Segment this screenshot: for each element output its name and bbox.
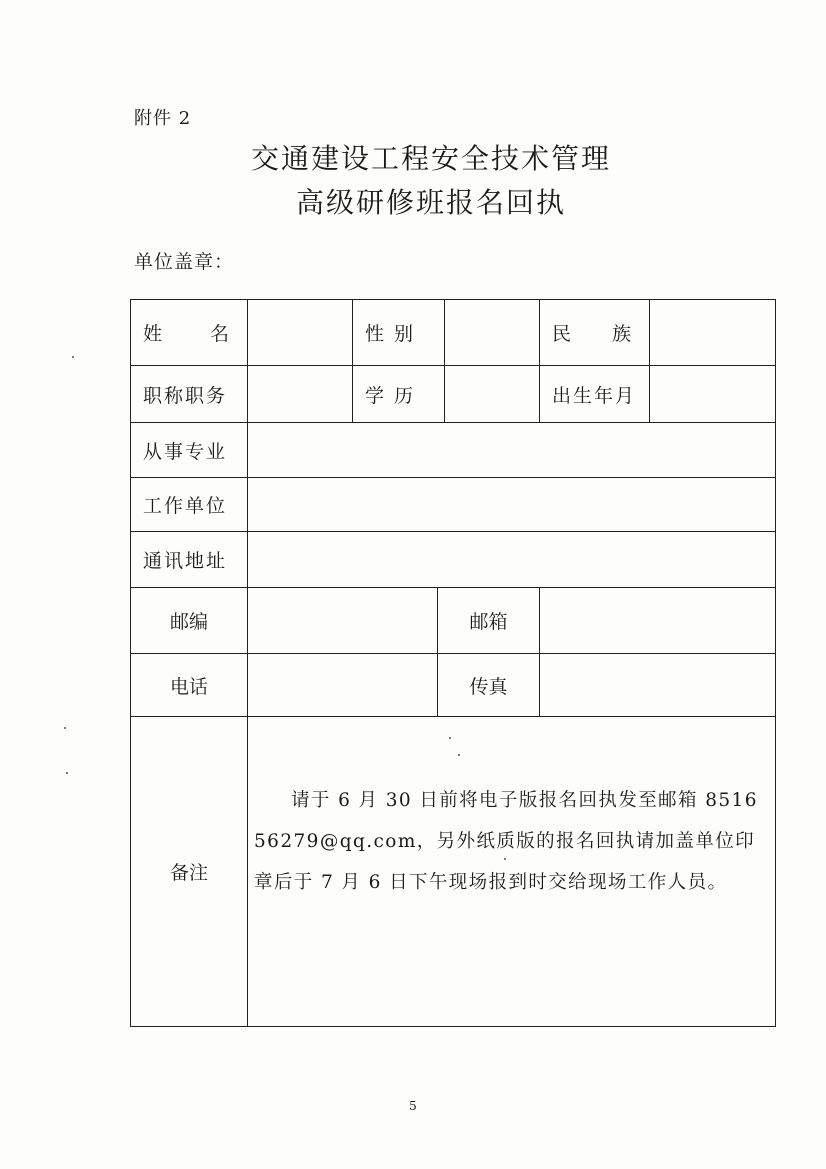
address-field[interactable] — [248, 532, 776, 588]
scan-speck — [72, 356, 74, 358]
document-title-line-2: 高级研修班报名回执 — [295, 186, 566, 219]
education-label: 学 历 — [353, 366, 445, 423]
gender-field[interactable] — [445, 300, 540, 366]
postcode-label: 邮编 — [131, 588, 248, 654]
birth-label: 出生年月 — [540, 366, 650, 423]
fax-label: 传真 — [438, 654, 540, 717]
scan-speck — [64, 727, 66, 729]
attachment-label: 附件 2 — [134, 108, 192, 129]
education-field[interactable] — [445, 366, 540, 423]
ethnicity-label-char-2: 族 — [612, 323, 632, 345]
document-title-line-1: 交通建设工程安全技术管理 — [250, 142, 611, 175]
name-label-cell — [131, 300, 248, 366]
name-label-char-2: 名 — [209, 323, 229, 345]
ethnicity-label-cell — [540, 300, 650, 366]
title-field[interactable] — [248, 366, 353, 423]
remarks-label: 备注 — [131, 717, 248, 1027]
fax-field[interactable] — [540, 654, 776, 717]
remarks-cell — [248, 717, 776, 1027]
scan-speck — [449, 737, 451, 739]
phone-label: 电话 — [131, 654, 248, 717]
form-row-title — [131, 366, 776, 423]
title-label: 职称职务 — [131, 366, 248, 423]
scan-speck — [66, 772, 68, 774]
scan-speck — [504, 858, 506, 860]
remarks-text: 请于 6 月 30 日前将电子版报名回执发至邮箱 851656279@qq.com，另外纸质版的报名回执请加盖单位印章后于 7 月 6 日下午现场报到时交给现场工作人员。 — [254, 790, 758, 893]
profession-field[interactable] — [248, 423, 776, 478]
page-number: 5 — [409, 1099, 417, 1113]
unit-seal-label: 单位盖章： — [134, 251, 235, 273]
form-row-address — [131, 532, 776, 588]
scan-speck — [458, 754, 460, 756]
form-row-name — [131, 300, 776, 366]
name-label-char-1: 姓 — [143, 323, 163, 345]
ethnicity-field[interactable] — [650, 300, 776, 366]
form-row-profession — [131, 423, 776, 478]
form-row-remarks — [131, 717, 776, 1027]
ethnicity-label-char-1: 民 — [552, 323, 572, 345]
birth-field[interactable] — [650, 366, 776, 423]
form-row-phone — [131, 654, 776, 717]
email-label: 邮箱 — [438, 588, 540, 654]
employer-field[interactable] — [248, 478, 776, 532]
postcode-field[interactable] — [248, 588, 438, 654]
gender-label: 性 别 — [353, 300, 445, 366]
form-row-employer — [131, 478, 776, 532]
name-field[interactable] — [248, 300, 353, 366]
address-label: 通讯地址 — [131, 532, 248, 588]
phone-field[interactable] — [248, 654, 438, 717]
profession-label: 从事专业 — [131, 423, 248, 478]
email-field[interactable] — [540, 588, 776, 654]
form-row-postcode — [131, 588, 776, 654]
employer-label: 工作单位 — [131, 478, 248, 532]
registration-form-table — [130, 299, 776, 1027]
